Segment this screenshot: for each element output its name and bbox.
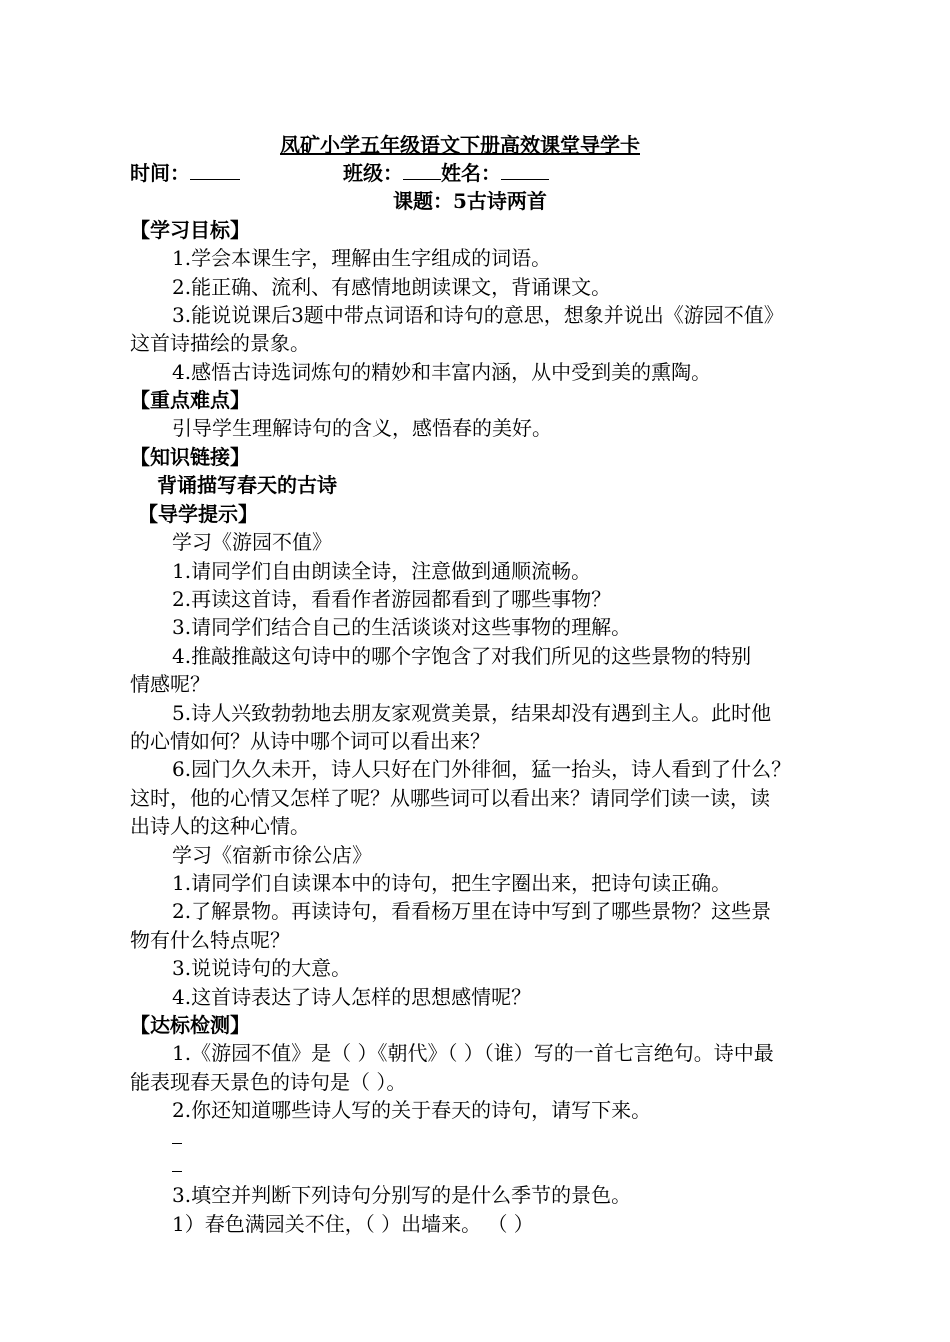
guide-line: 学习《游园不值》 bbox=[172, 530, 332, 554]
lesson-topic: 课题：5古诗两首 bbox=[393, 189, 547, 213]
test-q3-item: 1）春色满园关不住，（ ）出墙来。 （ ） bbox=[172, 1212, 534, 1236]
guide-line: 学习《宿新市徐公店》 bbox=[172, 843, 372, 867]
guide-line-cont: 出诗人的这种心情。 bbox=[130, 814, 310, 838]
page-title: 凤矿小学五年级语文下册高效课堂导学卡 bbox=[280, 133, 640, 157]
test-q1: 1.《游园不值》是（ ）《朝代》（ ）（谁）写的一首七言绝句。诗中最 bbox=[172, 1041, 774, 1065]
goals-heading: 【学习目标】 bbox=[130, 218, 250, 242]
guide-line: 1.请同学们自由朗读全诗，注意做到通顺流畅。 bbox=[172, 559, 592, 583]
guide-line: 1.请同学们自读课本中的诗句，把生字圈出来，把诗句读正确。 bbox=[172, 871, 732, 895]
goal-item: 1.学会本课生字，理解由生字组成的词语。 bbox=[172, 246, 552, 270]
guide-line-cont: 情感呢？ bbox=[130, 672, 210, 696]
name-blank[interactable] bbox=[501, 159, 549, 180]
answer-line[interactable] bbox=[172, 1171, 182, 1172]
guide-line: 6.园门久久未开，诗人只好在门外徘徊，猛一抬头，诗人看到了什么？ bbox=[172, 757, 792, 781]
guide-line-cont: 这时，他的心情又怎样了呢？从哪些词可以看出来？请同学们读一读，读 bbox=[130, 786, 770, 810]
goal-item: 2.能正确、流利、有感情地朗读课文，背诵课文。 bbox=[172, 275, 612, 299]
guide-line-cont: 的心情如何？从诗中哪个词可以看出来？ bbox=[130, 729, 490, 753]
class-name-row bbox=[343, 159, 549, 187]
class-blank[interactable] bbox=[403, 159, 441, 180]
test-heading: 【达标检测】 bbox=[130, 1013, 250, 1037]
test-q1-cont: 能表现春天景色的诗句是（ ）。 bbox=[130, 1070, 407, 1094]
keypoints-heading: 【重点难点】 bbox=[130, 388, 250, 412]
guide-line-cont: 物有什么特点呢？ bbox=[130, 928, 290, 952]
guide-line: 2.了解景物。再读诗句，看看杨万里在诗中写到了哪些景物？这些景 bbox=[172, 899, 772, 923]
class-label: 班级： bbox=[343, 161, 403, 185]
goal-item: 4.感悟古诗选词炼句的精妙和丰富内涵，从中受到美的熏陶。 bbox=[172, 360, 712, 384]
test-q3: 3.填空并判断下列诗句分别写的是什么季节的景色。 bbox=[172, 1183, 632, 1207]
guide-heading: 【导学提示】 bbox=[138, 502, 258, 526]
info-row bbox=[130, 159, 240, 187]
guide-line: 5.诗人兴致勃勃地去朋友家观赏美景，结果却没有遇到主人。此时他 bbox=[172, 701, 772, 725]
guide-line: 2.再读这首诗，看看作者游园都看到了哪些事物？ bbox=[172, 587, 612, 611]
guide-line: 4.这首诗表达了诗人怎样的思想感情呢？ bbox=[172, 985, 532, 1009]
goal-item: 3.能说说课后3题中带点词语和诗句的意思，想象并说出《游园不值》 bbox=[172, 303, 784, 327]
knowledge-heading: 【知识链接】 bbox=[130, 445, 250, 469]
time-label: 时间： bbox=[130, 161, 190, 185]
goal-item-cont: 这首诗描绘的景象。 bbox=[130, 331, 310, 355]
answer-line[interactable] bbox=[172, 1143, 182, 1144]
time-blank[interactable] bbox=[190, 159, 240, 180]
knowledge-text: 背诵描写春天的古诗 bbox=[157, 473, 337, 497]
guide-line: 3.请同学们结合自己的生活谈谈对这些事物的理解。 bbox=[172, 615, 632, 639]
test-q2: 2.你还知道哪些诗人写的关于春天的诗句，请写下来。 bbox=[172, 1098, 652, 1122]
keypoints-text: 引导学生理解诗句的含义，感悟春的美好。 bbox=[172, 416, 552, 440]
guide-line: 3.说说诗句的大意。 bbox=[172, 956, 352, 980]
name-label: 姓名： bbox=[441, 161, 501, 185]
guide-line: 4.推敲推敲这句诗中的哪个字饱含了对我们所见的这些景物的特别 bbox=[172, 644, 752, 668]
